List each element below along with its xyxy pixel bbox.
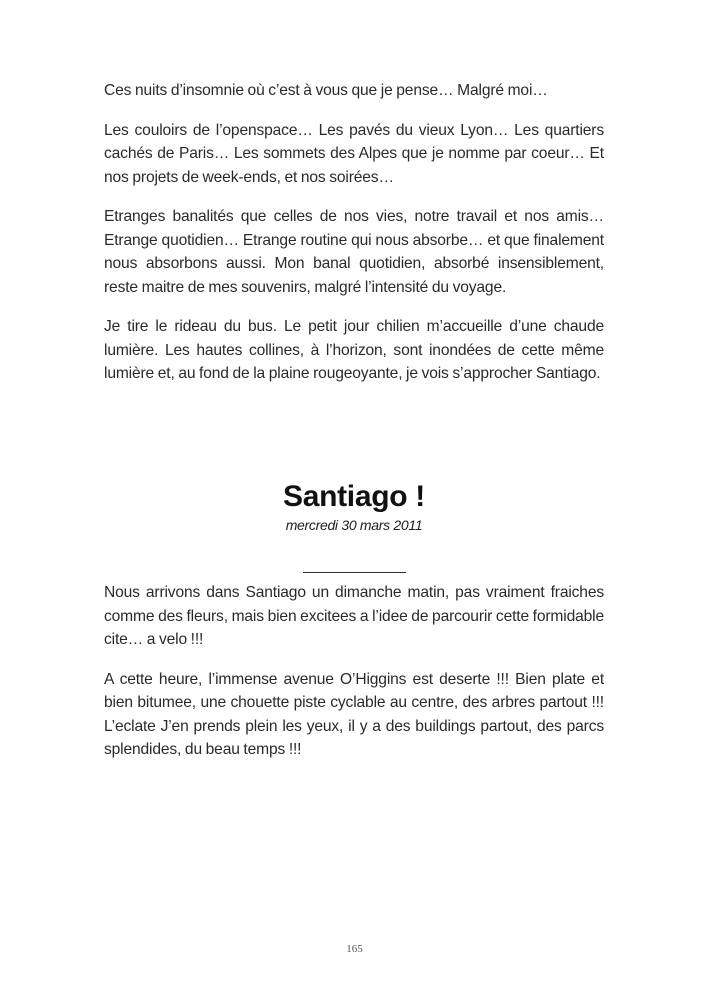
- section-before: [104, 79, 604, 386]
- chapter-title: Santiago !: [282, 480, 425, 513]
- chapter-heading: [104, 478, 604, 534]
- paragraph: Nous arrivons dans Santiago un dimanche matin, pas vraiment fraiches comme des fleurs, mais bien excitees a l’idee de parcourir cette formidable cite… a velo !!!: [104, 584, 604, 648]
- paragraph: A cette heure, l’immense avenue O’Higgins est deserte !!! Bien plate et bien bitumee, une chouette piste cyclable au centre, des arbres partout !!! L’eclate J’en prends plein les yeux, il y a des buildings partout, des parcs splendides, du beau temps !!!: [104, 670, 604, 758]
- paragraph: Ces nuits d’insomnie où c’est à vous que je pense… Malgré moi…: [104, 82, 548, 99]
- page-number: 165: [346, 943, 363, 955]
- paragraph: Etranges banalités que celles de nos vies, notre travail et nos amis… Etrange quotidien… Etrange routine qui nous absorbe… et que finalement nous absorbons aussi. Mon banal quotidien, absorbé insensiblement, reste maitre de mes souvenirs, malgré l’intensité du voyage.: [104, 208, 604, 296]
- paragraph: Les couloirs de l’openspace… Les pavés du vieux Lyon… Les quartiers cachés de Paris… Les sommets des Alpes que je nomme par coeur… Et nos projets de week-ends, et nos soirées…: [104, 121, 604, 186]
- separator-line: [303, 572, 406, 573]
- chapter-date: mercredi 30 mars 2011: [285, 517, 423, 533]
- paragraph: Je tire le rideau du bus. Le petit jour chilien m’accueille d’une chaude lumière. Les hautes collines, à l’horizon, sont inondées de cette même lumière et, au fond de la plaine rougeoyante, je vois s’approcher Santiago.: [104, 318, 604, 382]
- section-after: [104, 581, 604, 762]
